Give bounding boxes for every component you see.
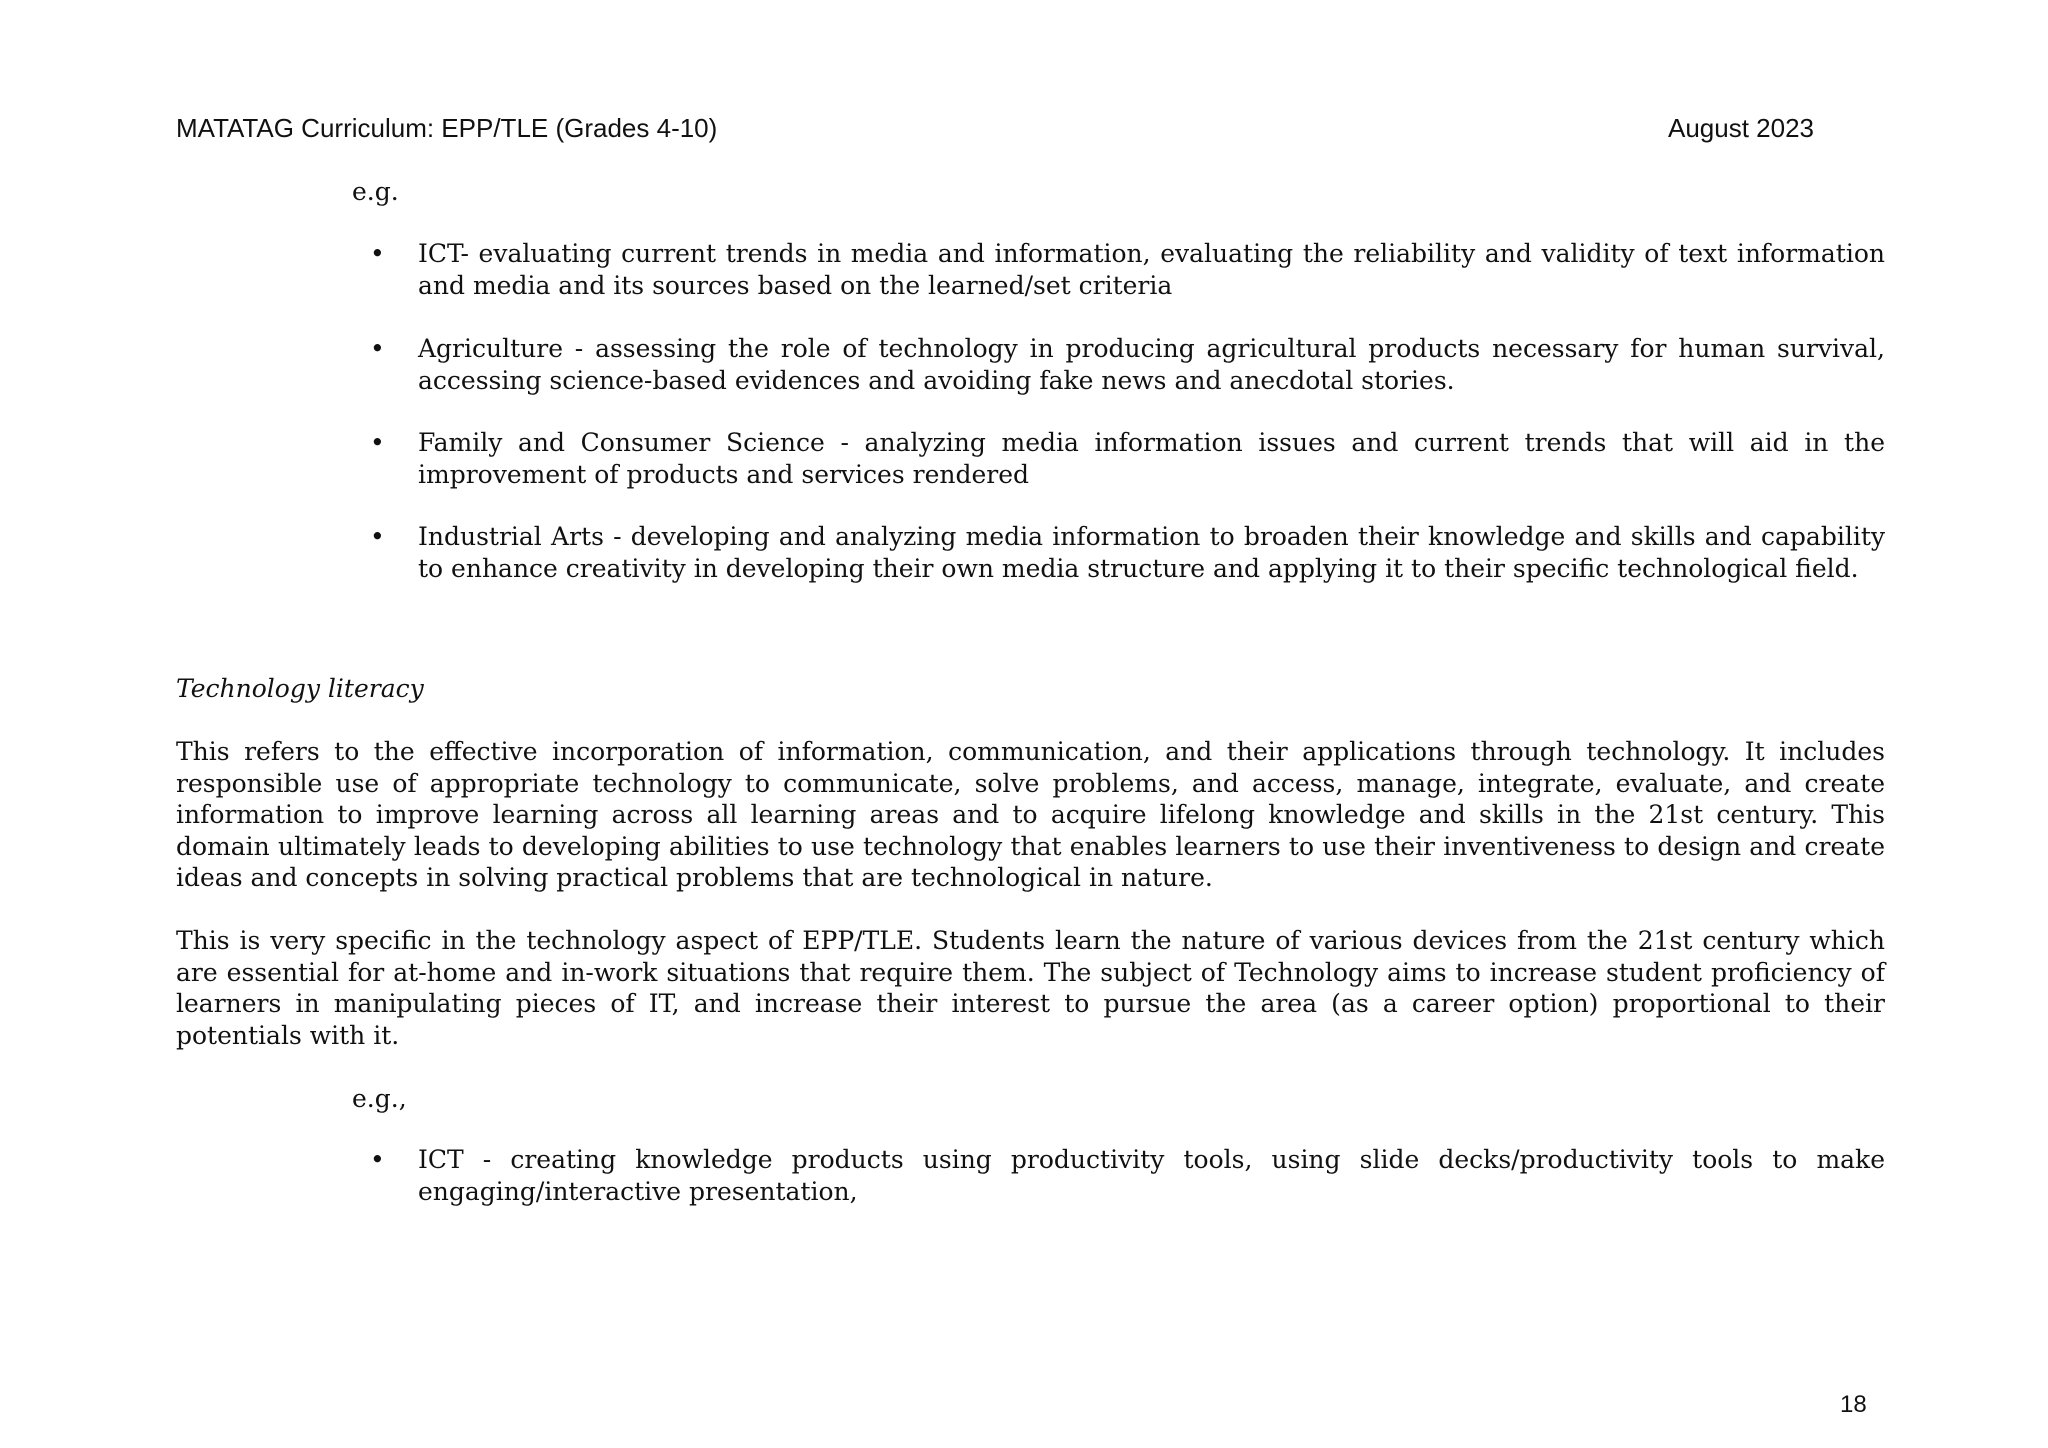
bullet-icon: • bbox=[370, 1145, 385, 1174]
bullet-icon: • bbox=[370, 522, 385, 551]
bullet-icon: • bbox=[370, 239, 385, 268]
document-header-title: MATATAG Curriculum: EPP/TLE (Grades 4-10) bbox=[176, 113, 718, 143]
eg-label: e.g., bbox=[352, 1084, 407, 1113]
list-item-text: Family and Consumer Science - analyzing media information issues and current trends that will aid in the improvement of products and services rendered bbox=[418, 428, 1885, 489]
list-item-text: ICT - creating knowledge products using productivity tools, using slide decks/productivity tools to make engaging/interactive presentation, bbox=[418, 1145, 1885, 1206]
document-header-date: August 2023 bbox=[1668, 113, 1815, 143]
section-title: Technology literacy bbox=[176, 674, 424, 703]
list-item-text: ICT- evaluating current trends in media and information, evaluating the reliability and validity of text information and media and its sources based on the learned/set criteria bbox=[418, 239, 1885, 300]
paragraph: This is very specific in the technology aspect of EPP/TLE. Students learn the nature of various devices from the 21st century which are essential for at-home and in-work situations that require them. The subject of Technology aims to increase student proficiency of learners in manipulating pieces of IT, and increase their interest to pursue the area (as a career option) proportional to their potentials with it. bbox=[176, 926, 1885, 1050]
eg-label: e.g. bbox=[352, 177, 399, 206]
bullet-icon: • bbox=[370, 334, 385, 363]
bullet-icon: • bbox=[370, 428, 385, 457]
list-item-text: Industrial Arts - developing and analyzing media information to broaden their knowledge and skills and capability to enhance creativity in developing their own media structure and applying it to their specific technological field. bbox=[418, 522, 1885, 583]
paragraph: This refers to the effective incorporation of information, communication, and their applications through technology. It includes responsible use of appropriate technology to communicate, solve problems, and access, manage, integrate, evaluate, and create information to improve learning across all learning areas and to acquire lifelong knowledge and skills in the 21st century. This domain ultimately leads to developing abilities to use technology that enables learners to use their inventiveness to design and create ideas and concepts in solving practical problems that are technological in nature. bbox=[176, 737, 1885, 892]
page-number: 18 bbox=[1840, 1391, 1867, 1418]
list-item-text: Agriculture - assessing the role of technology in producing agricultural products necessary for human survival, accessing science-based evidences and avoiding fake news and anecdotal stories. bbox=[418, 334, 1885, 395]
